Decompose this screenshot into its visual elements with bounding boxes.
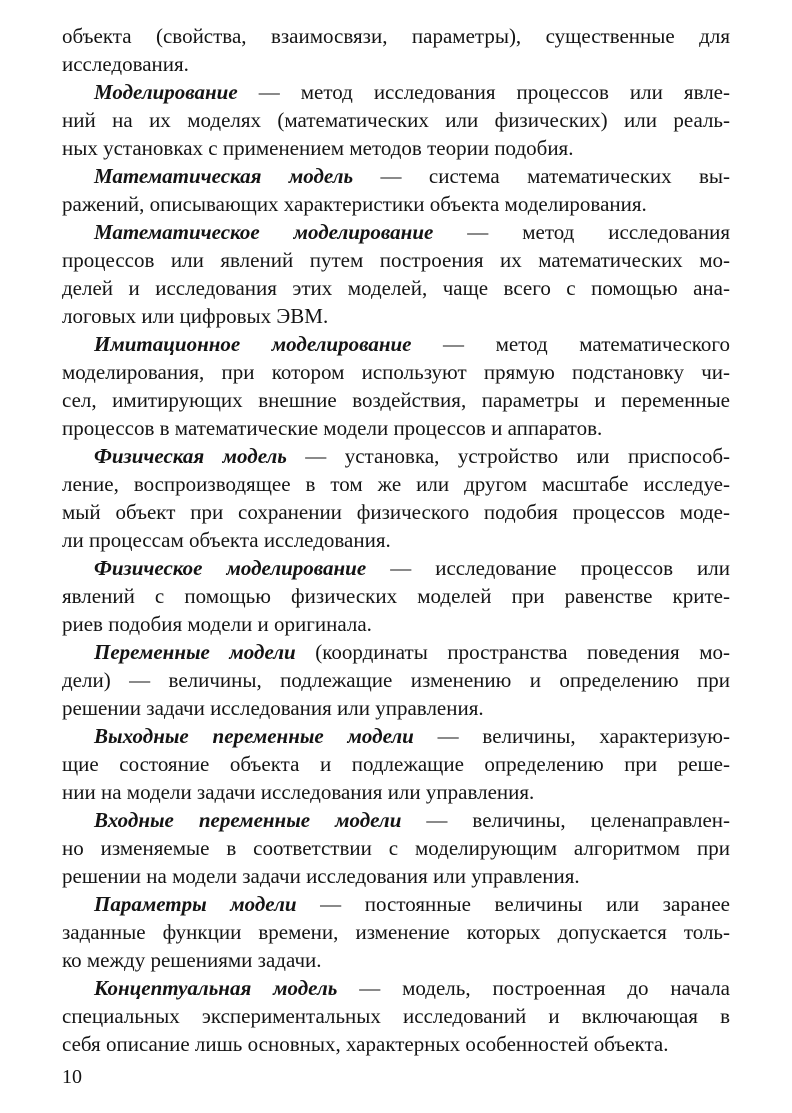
text-line: явлений с помощью физических моделей при равенстве крите- [62, 584, 730, 608]
text-line: ний на их моделях (математических или физических) или реаль- [62, 108, 730, 132]
text-block [62, 22, 730, 1058]
paragraph [62, 890, 730, 974]
paragraph [62, 218, 730, 330]
text-line: исследования. [62, 52, 189, 76]
text-line: объекта (свойства, взаимосвязи, параметры), существенные для [62, 24, 730, 48]
text-line: Математическая модель — система математических вы- [94, 164, 730, 188]
text-line: Имитационное моделирование — метод математического [94, 332, 730, 356]
text-line: Концептуальная модель — модель, построенная до начала [94, 976, 730, 1000]
text-line: Моделирование — метод исследования процессов или явле- [94, 80, 730, 104]
text-line: ных установках с применением методов теории подобия. [62, 136, 574, 160]
text-line: ражений, описывающих характеристики объекта моделирования. [62, 192, 647, 216]
paragraph [62, 722, 730, 806]
paragraph [62, 442, 730, 554]
term-label: Выходные переменные модели [94, 724, 414, 748]
paragraph [62, 330, 730, 442]
text-line: ко между решениями задачи. [62, 948, 322, 972]
term-label: Физическая модель [94, 444, 287, 468]
text-line: ление, воспроизводящее в том же или другом масштабе исследуе- [62, 472, 730, 496]
term-label: Математическое моделирование [94, 220, 434, 244]
text-line: процессов или явлений путем построения их математических мо- [62, 248, 730, 272]
term-label: Переменные модели [94, 640, 296, 664]
text-line: ли процессам объекта исследования. [62, 528, 391, 552]
paragraph [62, 806, 730, 890]
text-line: делей и исследования этих моделей, чаще всего с помощью ана- [62, 276, 730, 300]
term-label: Имитационное моделирование [94, 332, 412, 356]
text-line: сел, имитирующих внешние воздействия, параметры и переменные [62, 388, 730, 412]
text-line: процессов в математические модели процессов и аппаратов. [62, 416, 603, 440]
paragraph [62, 162, 730, 218]
paragraph [62, 78, 730, 162]
term-label: Входные переменные модели [94, 808, 402, 832]
term-label: Моделирование [94, 80, 238, 104]
text-line: риев подобия модели и оригинала. [62, 612, 372, 636]
text-line: Выходные переменные модели — величины, характеризую- [94, 724, 730, 748]
text-line: решении на модели задачи исследования или управления. [62, 864, 580, 888]
paragraph [62, 554, 730, 638]
text-line: решении задачи исследования или управления. [62, 696, 484, 720]
text-line: себя описание лишь основных, характерных особенностей объекта. [62, 1032, 669, 1056]
text-line: Физическое моделирование — исследование процессов или [94, 556, 730, 580]
text-line: Входные переменные модели — величины, целенаправлен- [94, 808, 730, 832]
text-line: дели) — величины, подлежащие изменению и определению при [62, 668, 730, 692]
text-line: Переменные модели (координаты пространства поведения мо- [94, 640, 730, 664]
paragraph [62, 22, 730, 78]
paragraph [62, 974, 730, 1058]
paragraph [62, 638, 730, 722]
text-line: специальных экспериментальных исследований и включающая в [62, 1004, 730, 1028]
text-line: Физическая модель — установка, устройство или приспособ- [94, 444, 730, 468]
text-line: нии на модели задачи исследования или управления. [62, 780, 535, 804]
term-label: Математическая модель [94, 164, 354, 188]
text-line: Параметры модели — постоянные величины или заранее [94, 892, 730, 916]
page-number: 10 [62, 1066, 82, 1088]
term-label: Концептуальная модель [94, 976, 338, 1000]
term-label: Параметры модели [94, 892, 297, 916]
text-line: щие состояние объекта и подлежащие определению при реше- [62, 752, 730, 776]
text-line: моделирования, при котором используют прямую подстановку чи- [62, 360, 730, 384]
text-line: но изменяемые в соответствии с моделирующим алгоритмом при [62, 836, 730, 860]
text-line: Математическое моделирование — метод исследования [94, 220, 730, 244]
text-line: мый объект при сохранении физического подобия процессов моде- [62, 500, 730, 524]
term-label: Физическое моделирование [94, 556, 367, 580]
text-line: логовых или цифровых ЭВМ. [62, 304, 329, 328]
text-line: заданные функции времени, изменение которых допускается толь- [62, 920, 730, 944]
